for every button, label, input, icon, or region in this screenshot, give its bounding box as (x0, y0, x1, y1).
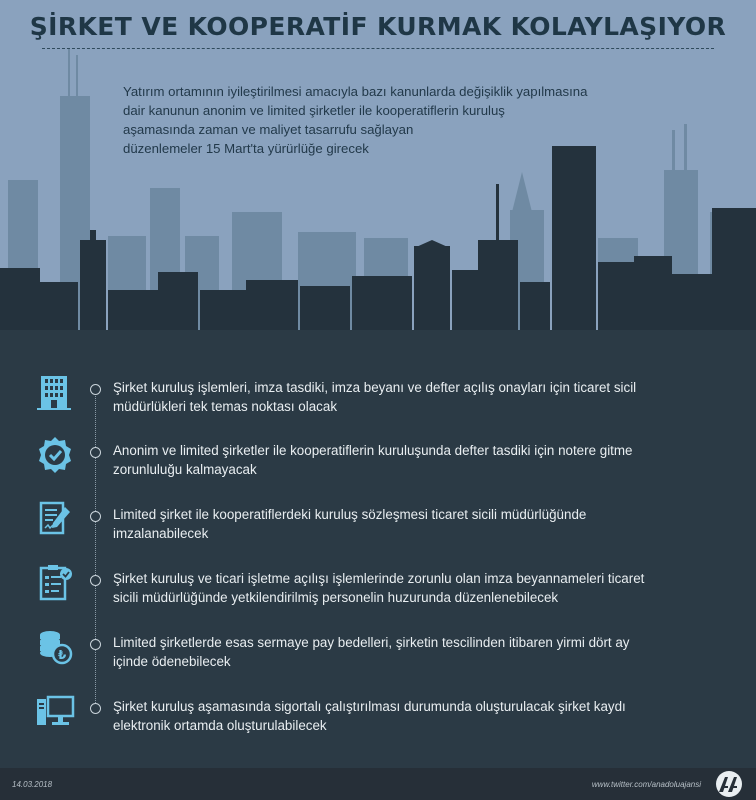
item-line: müdürlükleri tek temas noktası olacak (113, 399, 338, 414)
checklist-clipboard-icon (35, 563, 75, 603)
title-divider (42, 48, 714, 49)
item-text (113, 441, 713, 479)
item-text (113, 378, 713, 416)
list-item (0, 633, 756, 689)
item-line: zorunluluğu kalmayacak (113, 462, 257, 477)
page-title: ŞİRKET VE KOOPERATİF KURMAK KOLAYLAŞIYOR (29, 12, 727, 41)
item-text (113, 505, 713, 543)
list-item (0, 569, 756, 625)
item-line: Anonim ve limited şirketler ile kooperatiflerin kuruluşunda defter tasdiki için notere gitme (113, 443, 633, 458)
timeline-dot (90, 447, 101, 458)
building-icon (35, 372, 75, 412)
item-line: Limited şirket ile kooperatiflerdeki kuruluş sözleşmesi ticaret sicili müdürlüğünde (113, 507, 587, 522)
intro-line: aşamasında zaman ve maliyet tasarrufu sağlayan (123, 122, 414, 137)
list-item (0, 378, 756, 434)
item-line: içinde ödenebilecek (113, 654, 231, 669)
item-line: Şirket kuruluş aşamasında sigortalı çalıştırılması durumunda oluşturulacak şirket kaydı (113, 699, 626, 714)
intro-line: Yatırım ortamının iyileştirilmesi amacıyla bazı kanunlarda değişiklik yapılmasına (123, 84, 588, 99)
list-item (0, 697, 756, 753)
svg-text:₺: ₺ (57, 648, 67, 662)
item-text (113, 697, 713, 735)
intro-line: dair kanunun anonim ve limited şirketler ile kooperatiflerin kuruluş (123, 103, 505, 118)
footer-bar (0, 768, 756, 800)
coins-lira-icon (35, 627, 75, 667)
contract-sign-icon (35, 499, 75, 539)
computer-icon (35, 691, 75, 731)
anadolu-ajansi-logo (710, 770, 748, 798)
item-text (113, 569, 713, 607)
timeline-dot (90, 703, 101, 714)
item-line: Limited şirketlerde esas sermaye pay bedelleri, şirketin tescilinden itibaren yirmi dört ay (113, 635, 630, 650)
timeline-dot (90, 384, 101, 395)
list-item (0, 441, 756, 497)
header-area (0, 0, 756, 330)
city-skyline-illustration (0, 0, 756, 330)
timeline-dot (90, 575, 101, 586)
approval-badge-icon (35, 435, 75, 475)
intro-paragraph (123, 82, 663, 158)
item-line: imzalanabilecek (113, 526, 209, 541)
twitter-link[interactable]: www.twitter.com/anadoluajansi (591, 780, 701, 789)
item-line: sicili müdürlüğünde yetkilendirilmiş personelin huzurunda düzenlenebilecek (113, 590, 559, 605)
item-line: Şirket kuruluş ve ticari işletme açılışı işlemlerinde zorunlu olan imza beyannameleri ticaret (113, 571, 645, 586)
list-item (0, 505, 756, 561)
item-line: elektronik ortamda oluşturulabilecek (113, 718, 327, 733)
timeline-dot (90, 639, 101, 650)
publish-date: 14.03.2018 (12, 780, 53, 789)
intro-line: düzenlemeler 15 Mart'ta yürürlüğe girecek (123, 141, 369, 156)
item-text (113, 633, 713, 671)
timeline-dot (90, 511, 101, 522)
item-line: Şirket kuruluş işlemleri, imza tasdiki, imza beyanı ve defter açılış onayları için ticaret sicil (113, 380, 637, 395)
